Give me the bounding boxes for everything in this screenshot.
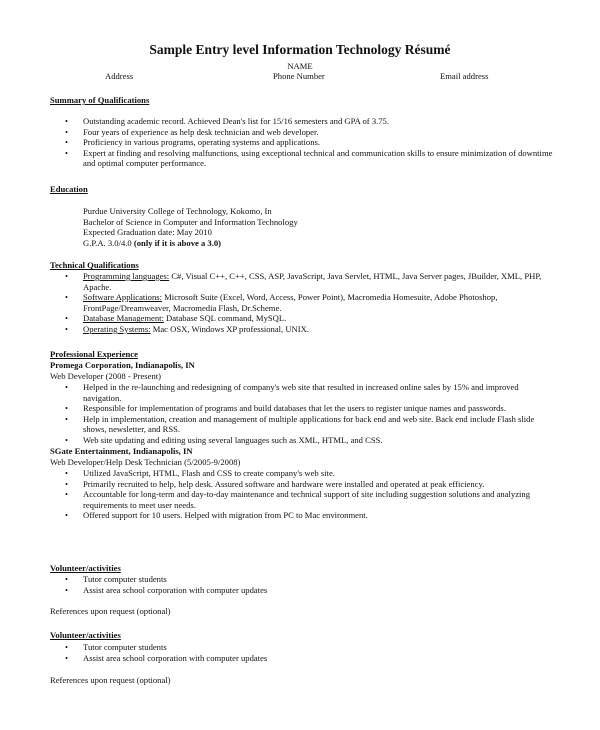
- degree: Bachelor of Science in Computer and Information Technology: [83, 216, 298, 227]
- technical-list: [65, 271, 555, 335]
- contact-line: [0, 71, 600, 82]
- volunteer-heading: Volunteer/activities: [50, 563, 121, 573]
- graduation-date: Expected Graduation date: May 2010: [83, 227, 212, 238]
- experience-heading: Professional Experience: [50, 349, 138, 359]
- job-duties-list: [65, 382, 555, 446]
- list-item: • Assist area school corporation with computer updates: [65, 585, 555, 596]
- company-name: Promega Corporation, Indianapolis, IN: [50, 360, 195, 370]
- list-item: • Utilized JavaScript, HTML, Flash and CSS to create company's web site.: [65, 468, 555, 479]
- list-item: • Web site updating and editing using several languages such as XML, HTML, and CSS.: [65, 435, 555, 446]
- company-name: SGate Entertainment, Indianapolis, IN: [50, 446, 193, 456]
- list-item: • Tutor computer students: [65, 574, 555, 585]
- list-item: • Four years of experience as help desk technician and web developer.: [65, 127, 555, 138]
- job-role: Web Developer/Help Desk Technician (5/2005-9/2008): [50, 457, 241, 467]
- list-item: • Primarily recruited to help, help desk. Assured software and hardware were installed and operated at peak efficiency.: [65, 479, 555, 490]
- item-label: Operating Systems:: [83, 323, 151, 334]
- item-text: Database SQL command, MySQL.: [163, 313, 287, 324]
- list-item: • Helped in the re-launching and redesigning of company's web site that resulted in increased online sales by 15% and improved navigation.: [65, 382, 555, 403]
- email-placeholder: Email address: [440, 71, 489, 81]
- list-item: [65, 324, 555, 335]
- list-item: • Accountable for long-term and day-to-day maintenance and technical support of site including suggestion solutions and analyzing requirements to meet user needs.: [65, 489, 555, 510]
- references-note: References upon request (optional): [50, 606, 171, 616]
- references-note: References upon request (optional): [50, 675, 171, 685]
- list-item: • Help in implementation, creation and management of multiple applications for back end and web site. Back end include Flash slide shows, newsletter, and RSS.: [65, 414, 555, 435]
- list-item: • Outstanding academic record. Achieved Dean's list for 15/16 semesters and GPA of 3.75.: [65, 116, 555, 127]
- list-item: • Expert at finding and resolving malfunctions, using exceptional technical and communication skills to ensure minimization of downtime and optimal computer performance.: [65, 148, 555, 169]
- phone-placeholder: Phone Number: [273, 71, 325, 81]
- list-item: • Proficiency in various programs, operating systems and applications.: [65, 137, 555, 148]
- list-item: • Tutor computer students: [65, 642, 555, 653]
- volunteer-heading: Volunteer/activities: [50, 630, 121, 640]
- education-block: [83, 206, 298, 248]
- job-duties-list: [65, 468, 555, 521]
- volunteer-list: [65, 574, 555, 595]
- school-name: Purdue University College of Technology, Kokomo, In: [83, 206, 272, 216]
- summary-heading: Summary of Qualifications: [50, 95, 150, 105]
- name-placeholder: NAME: [287, 61, 313, 71]
- item-label: Software Applications:: [83, 292, 163, 303]
- education-heading: Education: [50, 184, 88, 194]
- address-placeholder: Address: [105, 71, 134, 81]
- list-item: • Offered support for 10 users. Helped with migration from PC to Mac environment.: [65, 510, 555, 521]
- list-item: • Assist area school corporation with computer updates: [65, 653, 555, 664]
- list-item: • Responsible for implementation of programs and build databases that let the users to register unique names and passwords.: [65, 403, 555, 414]
- list-item: [65, 271, 555, 292]
- summary-list: [65, 116, 555, 169]
- item-text: Microsoft Suite (Excel, Word, Access, Power Point), Macromedia Homesuite, Adobe Photoshop, FrontPage/Dreamweaver, Macromedia Flash, Dr.Scheme.: [83, 292, 498, 313]
- gpa-line: [83, 238, 298, 249]
- resume-title: Sample Entry level Information Technology Résumé: [149, 42, 451, 57]
- list-item: [65, 313, 555, 324]
- item-label: Programming languages:: [83, 271, 170, 281]
- gpa: G.P.A. 3.0/4.0: [83, 237, 132, 248]
- job-role: Web Developer (2008 - Present): [50, 371, 161, 381]
- technical-heading: Technical Qualifications: [50, 260, 139, 270]
- item-text: C#, Visual C++, C++, CSS, ASP, JavaScript, Java Servlet, HTML, Java Server pages, JBuilder, XML, PHP, Apache.: [83, 271, 542, 292]
- gpa-note: (only if it is above a 3.0): [133, 237, 222, 248]
- list-item: [65, 292, 555, 313]
- item-label: Database Management:: [83, 313, 164, 324]
- item-text: Mac OSX, Windows XP professional, UNIX.: [150, 323, 309, 334]
- volunteer-list: [65, 642, 555, 663]
